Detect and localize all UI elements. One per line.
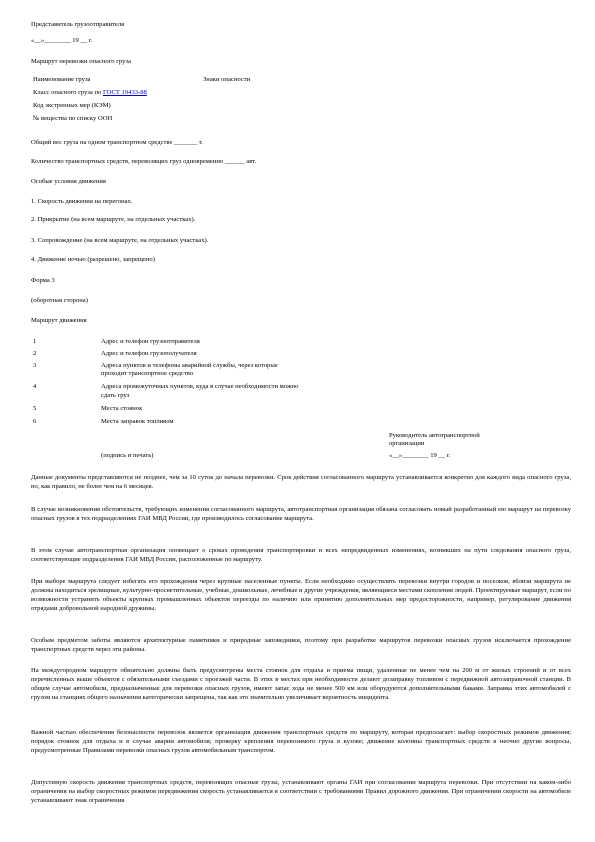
head-title: Руководитель автотранспортной (389, 432, 480, 439)
table-row-text-cont: проходит транспортное средство (101, 370, 194, 377)
table-row-num: 4 (33, 383, 37, 390)
head-date-line: «__»________ 19 __ г. (389, 452, 451, 459)
paragraph: Особым предметом заботы являются архитектурные памятники и природные заповедники, поэтому при разработке маршрутов перевозки опасных грузов исключается прохождение транспортных средств через эти районы. (31, 637, 571, 653)
signature-label: (подпись и печать) (101, 452, 154, 459)
table-row-num: 5 (33, 405, 37, 412)
paragraph: На междугородном маршруте обязательно должны быть предусмотрены места стоянок для отдыха и приема пищи, удаленные не менее чем на 200 м от жилых строений и от всех перечисленных выше объектов с обязательными съездами с проезжей части. В этих в местах при необходимости делают дозаправку топливом с передвижной автозаправочной станции. В общем случае автомобили, предназначенные для перевозки опасных грузов, имеют запас хода не менее 500 км или оборудуются дополнительными баками. Заправка этих автомобилей с грузом на станциях общего назначения категорически запрещена, так как это значительно увеличивает вероятность инцидента. (31, 667, 571, 701)
hazard-class-line (33, 88, 147, 97)
table-row-text-cont: сдать груз (101, 392, 130, 399)
emergency-code-label: Код экстренных мер (КЭМ) (33, 102, 111, 109)
form-title: Форма 3 (31, 277, 55, 284)
table-row-text: Адреса промежуточных пунктов, куда в случае необходимости можно (101, 383, 299, 390)
paragraph: В случае возникновения обстоятельств, требующих изменения согласованного маршрута, автотранспортная организация обязана согласовать новый разработанный ею маршрут на перевозку опасных грузов в тех подразделениях ГАИ МВД России, где производилось согласование маршрута. (31, 506, 571, 522)
paragraph: В этом случае автотранспортная организация оповещает о сроках проведения транспортировки и всех непредвиденных изменениях, возникших на пути следования опасного груза, соответствующие подразделения ГАИ МВД России, расположенные по маршруту. (31, 547, 571, 563)
vehicle-count: Количество транспортных средств, перевозящих груз одновременно ______ авт. (31, 158, 257, 165)
table-row-num: 3 (33, 362, 37, 369)
paragraph: Важной частью обеспечения безопасности перевозок является организация движения транспортных средств по маршруту, которая предполагает: выбор скоростных режимов движения; порядок стоянок для отдыха и в случае аварии автомобиля; проверку крепления перевозимого груза в кузове; движение колонны транспортных средств в неочно другие вопросы, предусмотренные Правилами перевозки опасных грузов автомобильным транспортом. (31, 729, 571, 754)
representative-label: Представитель грузоотправителя (31, 21, 125, 28)
date-line: «__»________ 19 __ г. (31, 37, 93, 44)
total-weight: Общий вес груза на одном транспортном средстве _______ т. (31, 139, 203, 146)
table-row-num: 2 (33, 350, 37, 357)
hazard-class-prefix: Класс опасного груза по (33, 89, 102, 96)
form-subtitle: (оборотная сторона) (31, 297, 88, 304)
danger-signs-label: Знаки опасности (203, 76, 251, 83)
paragraph: Допустимую скорость движения транспортных средств, перевозящих опасные грузы, устанавливают органы ГАИ при согласовании маршрута перевозки. При отсутствии на каком-либо ограничения на выбор скоростных режимов передвижения скорость устанавливается в соответствии с требованиями Правил дорожного движения. При ограничении скорости на автомобиле устанавливают знак ограничения (31, 779, 571, 804)
gost-link[interactable]: ГОСТ 19433-88 (102, 89, 147, 96)
paragraph: При выборе маршрута следует избегать его прохождения через крупные населенные пункты. Если необходимо осуществлять перевозки внутри городов и поселков, вблизи маршрута не должны находиться зрелищные, культурно-просветительные, учебные, дошкольные, лечебные и другие учреждения, являющиеся местами скопления людей. Проектируемые маршрут, если по возможности устранить объекты крупных промышленных объектов переезды по наличию или принятию дополнительных мер предосторожности, например, регулирование движения отрядами добровольной народной дружины. (31, 578, 571, 612)
special-condition-item: 1. Скорость движения на перегонах. (31, 198, 133, 205)
table-row-text: Места заправок топливом (101, 418, 174, 425)
table-row-text: Адрес и телефон грузополучателя (101, 350, 197, 357)
special-conditions-title: Особые условия движения (31, 178, 106, 185)
table-row-text: Адрес и телефон грузоотправителя (101, 338, 200, 345)
route-title: Маршрут перевозки опасного груза (31, 58, 131, 65)
table-row-text: Места стоянок (101, 405, 143, 412)
cargo-name-label: Наименование груза (33, 76, 91, 83)
table-row-num: 6 (33, 418, 37, 425)
route-movement-label: Маршрут движения (31, 317, 87, 324)
paragraph: Данные документы представляются не позднее, чем за 10 суток до начала перевозки. Срок действия согласованного маршрута устанавливается конкретно для каждого вида опасного груза, но, как правило, не более чем на 6 месяцев. (31, 474, 571, 490)
un-number-label: № вещества по списку ООН (33, 115, 113, 122)
table-row-text: Адреса пунктов и телефоны аварийной службы, через которые (101, 362, 278, 369)
special-condition-item: 2. Прикрытие (на всем маршруте, на отдельных участках). (31, 216, 196, 223)
special-condition-item: 3. Сопровождение (на всем маршруте, на отдельных участках). (31, 237, 209, 244)
special-condition-item: 4. Движение ночью (разрешено, запрещено) (31, 256, 155, 263)
table-row-num: 1 (33, 338, 37, 345)
head-title-cont: организации (389, 440, 425, 447)
